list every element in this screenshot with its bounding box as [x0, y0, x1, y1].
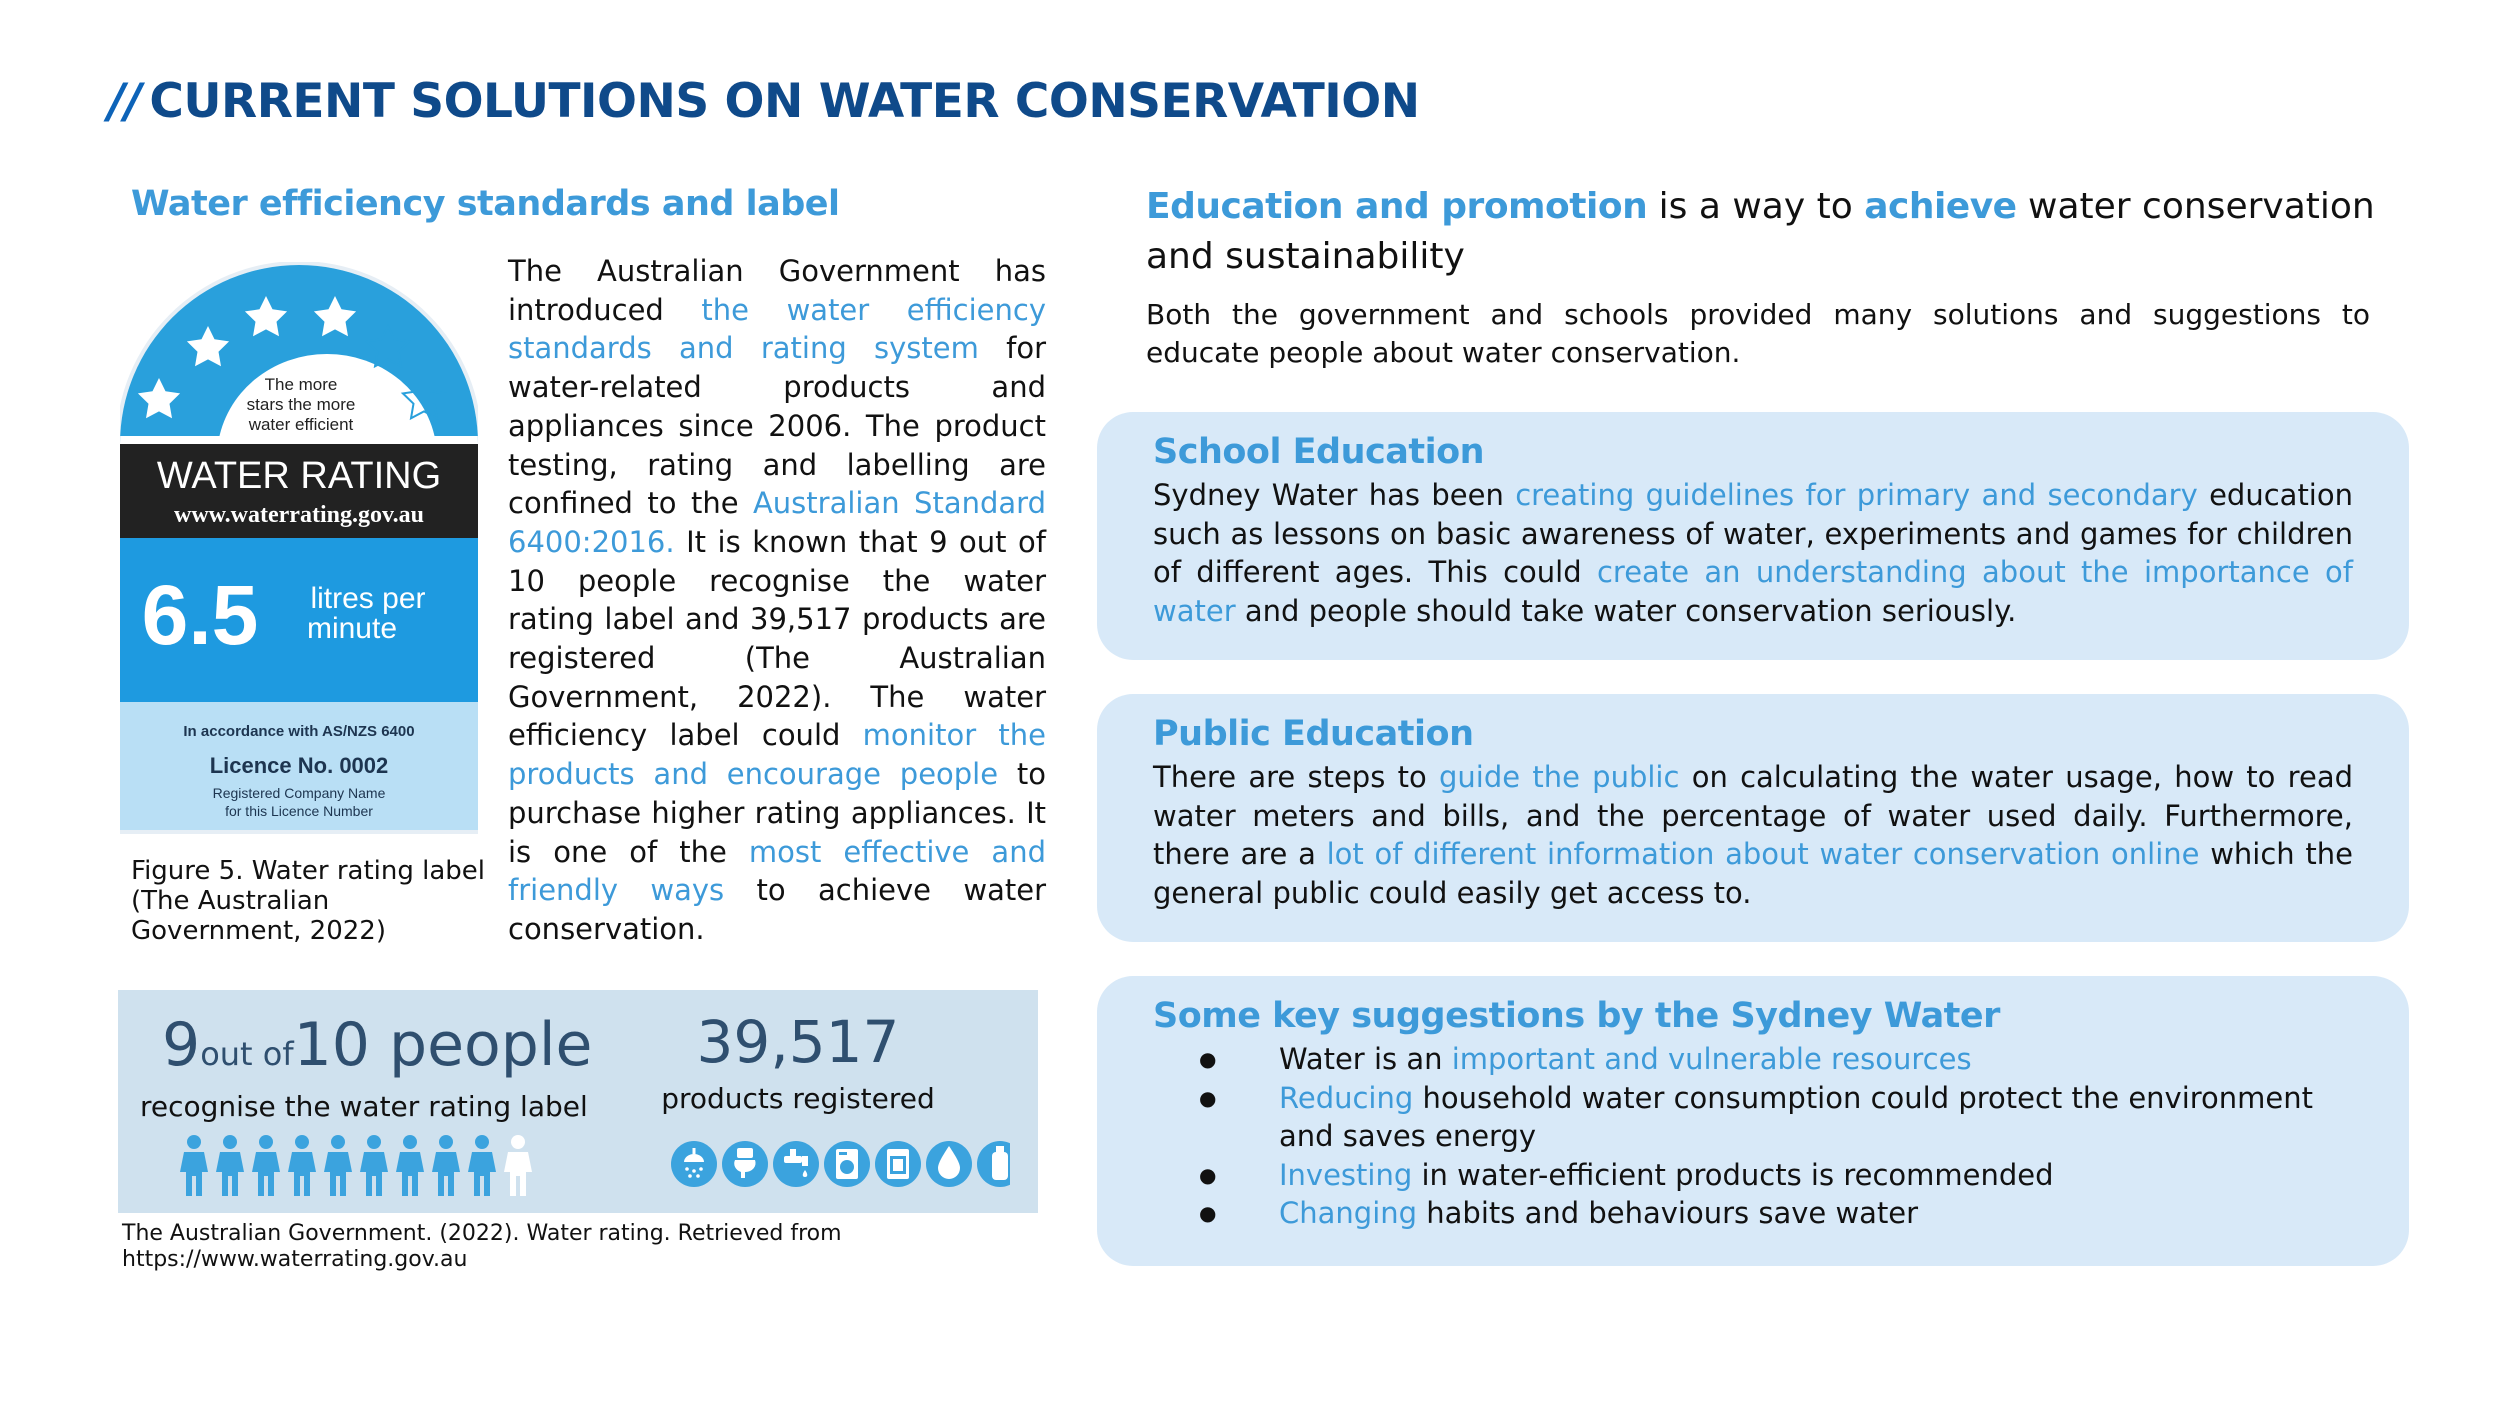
- body-text: and people should take water conservation seriously.: [1235, 593, 2017, 628]
- right-section-heading: [1146, 182, 2396, 282]
- stat-products-number: 39,517: [696, 1008, 900, 1076]
- body-text: to achieve water conservation.: [508, 873, 1046, 946]
- label-value: 6.5: [141, 568, 259, 662]
- title-text: CURRENT SOLUTIONS ON WATER CONSERVATION: [149, 74, 1420, 129]
- suggestions-list: [1153, 1040, 2353, 1233]
- item-highlight: important and vulnerable resources: [1451, 1042, 1972, 1076]
- highlight-text: lot of different information about water conservation online: [1326, 837, 2200, 871]
- water-drop-icon: [926, 1141, 972, 1187]
- label-licence: Licence No. 0002: [209, 753, 389, 778]
- heading-text: is a way to: [1647, 186, 1865, 227]
- label-accordance: In accordance with AS/NZS 6400: [183, 723, 415, 740]
- item-highlight: Reducing: [1279, 1080, 1414, 1115]
- right-intro-text: Both the government and schools provided many solutions and suggestions to educate people about water conservation.: [1146, 298, 2370, 369]
- suggestions-heading: Some key suggestions by the Sydney Water: [1153, 996, 2000, 1036]
- school-education-card: [1097, 412, 2409, 660]
- stat-people-rest: 10 people: [293, 1010, 593, 1080]
- shower-icon: [671, 1141, 717, 1187]
- reference-text: The Australian Government. (2022). Water rating. Retrieved from https://www.waterrating.gov.au: [122, 1221, 842, 1272]
- highlight-text: most effective and friendly ways: [508, 834, 1046, 908]
- person-outline-icon: [504, 1135, 532, 1196]
- highlight-text: guide the public: [1438, 760, 1680, 794]
- heading-highlight: achieve: [1864, 186, 2017, 227]
- body-text: for water-related products and appliances since 2006. The product testing, rating and labelling are confined to the: [508, 331, 1046, 521]
- person-icon: [324, 1135, 352, 1196]
- highlight-text: the water efficiency standards and rating system: [508, 292, 1046, 366]
- item-highlight: Changing: [1279, 1196, 1418, 1230]
- heading-highlight: Education and promotion: [1146, 186, 1648, 227]
- highlight-text: create an understanding about the importance of water: [1153, 555, 2353, 628]
- person-icon: [288, 1135, 316, 1196]
- item-text: in water-efficient products is recommended: [1412, 1157, 2054, 1192]
- person-icon: [432, 1135, 460, 1196]
- tap-icon: [773, 1141, 819, 1187]
- label-brand: WATER RATING: [156, 455, 442, 497]
- suggestions-card: [1097, 976, 2409, 1266]
- label-stars-text-2: stars the more: [246, 395, 356, 414]
- person-icon: [468, 1135, 496, 1196]
- figure-caption: Figure 5. Water rating label (The Australian Government, 2022): [131, 856, 486, 946]
- body-text: education such as lessons on basic awareness of water, experiments and games for children of different ages. This could: [1153, 478, 2353, 589]
- washing-machine-icon: [824, 1141, 870, 1187]
- left-section-heading: Water efficiency standards and label: [131, 184, 840, 224]
- item-text: Water is an: [1279, 1042, 1452, 1076]
- item-text: household water consumption could protect the environment and saves energy: [1279, 1080, 2314, 1153]
- highlight-text: monitor the products and encourage people: [508, 718, 1046, 792]
- item-text: habits and behaviours save water: [1417, 1196, 1919, 1230]
- person-icon: [360, 1135, 388, 1196]
- body-text: It is known that 9 out of 10 people recognise the water rating label and 39,517 products are registered (The Australian Government, 2022). The water efficiency label could: [508, 524, 1046, 753]
- stat-products-caption: products registered: [661, 1082, 935, 1115]
- label-stars-text-3: water efficient: [248, 415, 354, 434]
- product-icons: [670, 1132, 1010, 1196]
- person-icon: [180, 1135, 208, 1196]
- title-slashes: //: [108, 74, 142, 129]
- label-unit-1: litres per: [310, 582, 426, 615]
- list-item: [1153, 1194, 2353, 1233]
- toilet-icon: [722, 1141, 768, 1187]
- item-highlight: Investing: [1279, 1157, 1413, 1192]
- water-rating-label-image: [120, 262, 478, 844]
- highlight-text: Australian Standard 6400:2016.: [508, 486, 1046, 559]
- person-icon: [252, 1135, 280, 1196]
- stat-people-caption: recognise the water rating label: [140, 1090, 588, 1123]
- list-item: [1153, 1156, 2353, 1195]
- stats-panel: [118, 990, 1038, 1213]
- label-company-2: for this Licence Number: [225, 803, 373, 819]
- bottle-icon: [977, 1141, 1010, 1187]
- stat-people-out-of: out of: [200, 1035, 294, 1073]
- school-education-text: [1153, 476, 2353, 630]
- body-text: on calculating the water usage, how to read water meters and bills, and the percentage of water used daily. Furthermore, there are a: [1153, 760, 2353, 871]
- stat-people: [162, 1010, 592, 1080]
- body-text: to purchase higher rating appliances. It is one of the: [508, 757, 1046, 869]
- left-body-text: [508, 252, 1046, 949]
- people-icons: [178, 1134, 538, 1196]
- label-url: www.waterrating.gov.au: [174, 502, 424, 528]
- dishwasher-icon: [875, 1141, 921, 1187]
- label-company-1: Registered Company Name: [212, 785, 386, 801]
- body-text: which the general public could easily get access to.: [1153, 837, 2353, 910]
- page-title: [108, 74, 1420, 129]
- stat-people-number: 9: [162, 1010, 201, 1080]
- school-education-heading: School Education: [1153, 432, 1485, 472]
- label-stars-text-1: The more: [264, 375, 338, 394]
- public-education-heading: Public Education: [1153, 714, 1474, 754]
- heading-text: water conservation and sustainability: [1146, 186, 2375, 277]
- person-icon: [396, 1135, 424, 1196]
- body-text: Sydney Water has been: [1153, 478, 1516, 512]
- public-education-text: [1153, 758, 2353, 912]
- list-item: [1153, 1079, 2353, 1156]
- list-item: [1153, 1040, 2353, 1079]
- label-unit-2: minute: [306, 612, 398, 645]
- body-text: The Australian Government has introduced: [508, 254, 1046, 327]
- public-education-card: [1097, 694, 2409, 942]
- person-icon: [216, 1135, 244, 1196]
- body-text: There are steps to: [1153, 760, 1439, 794]
- highlight-text: creating guidelines for primary and secondary: [1515, 478, 2198, 512]
